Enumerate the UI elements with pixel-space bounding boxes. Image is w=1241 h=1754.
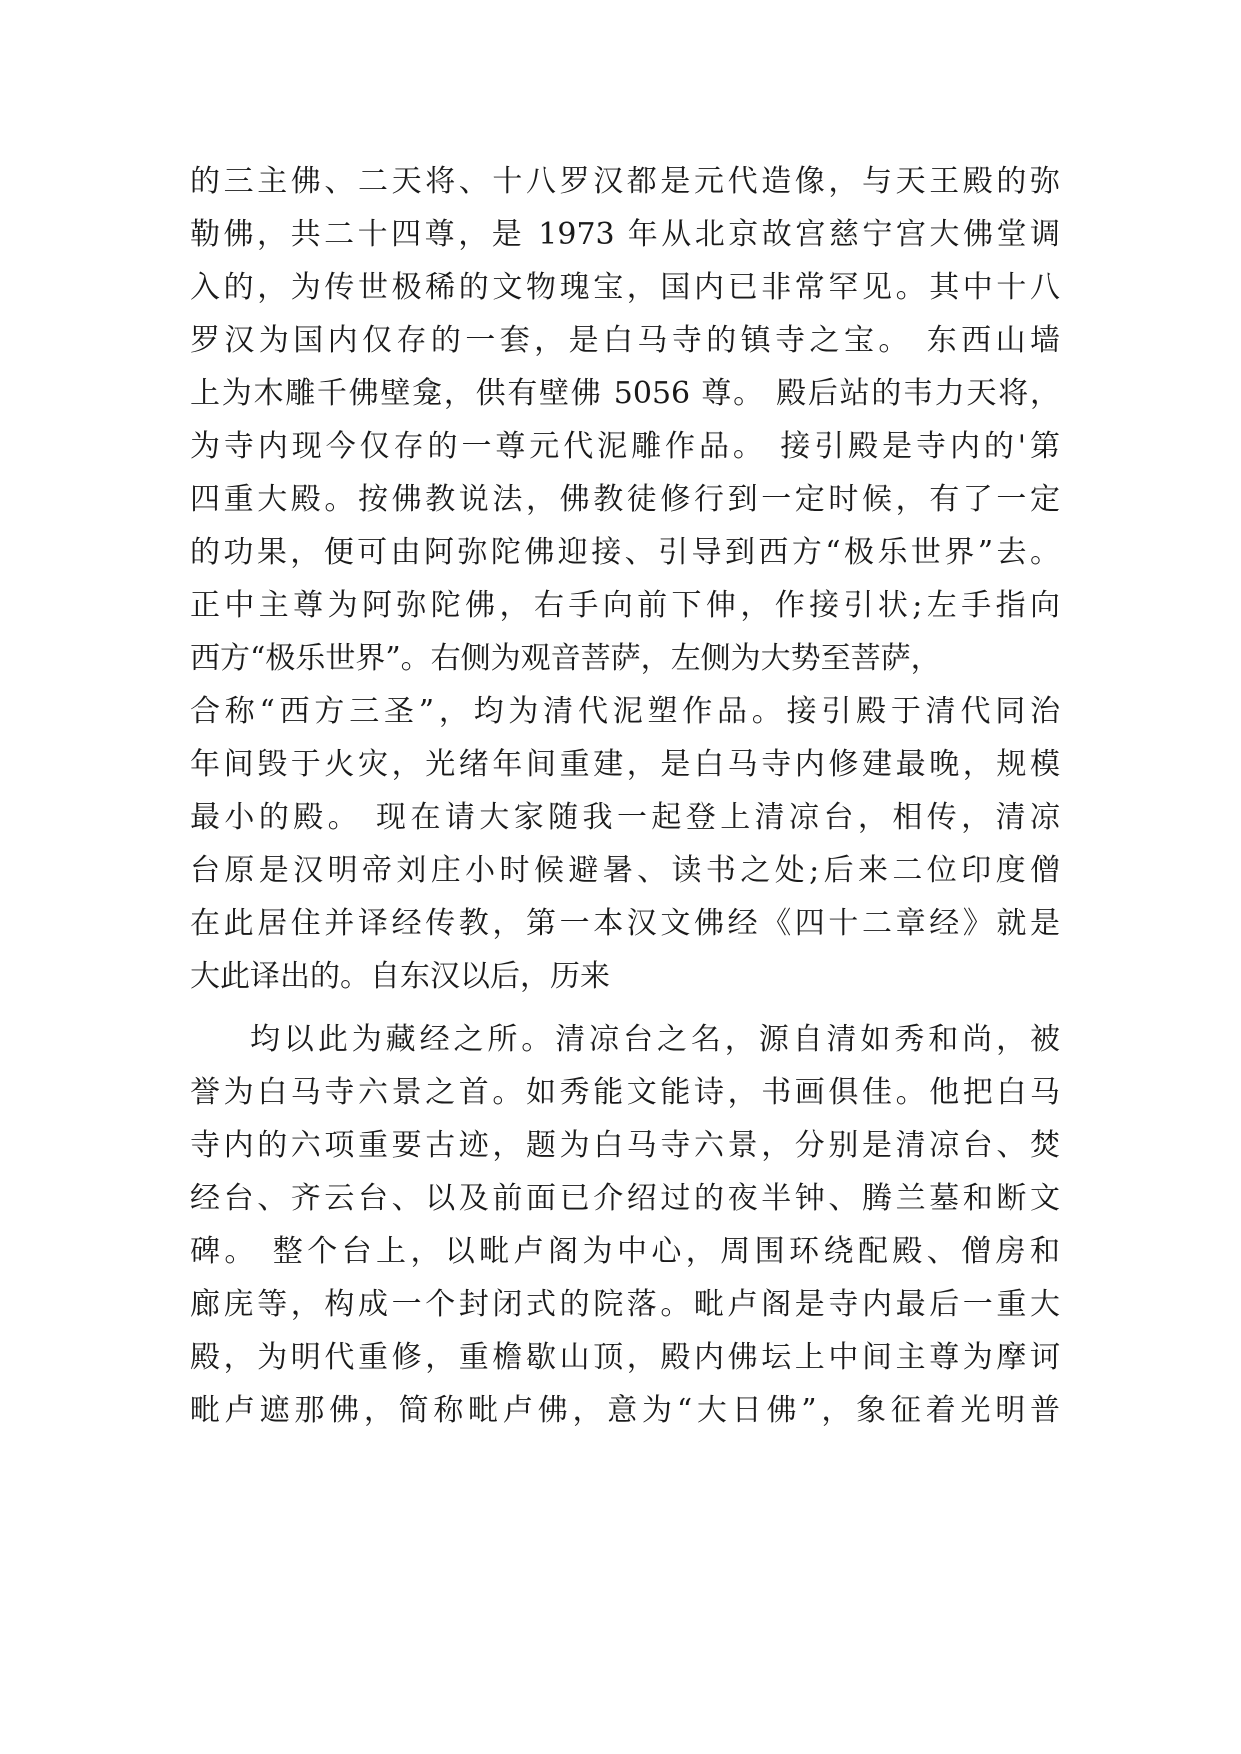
text-line: 誉为白马寺六景之首。如秀能文能诗，书画俱佳。他把白马	[190, 1075, 1060, 1110]
text-line: 大此译出的。自东汉以后，历来	[190, 959, 610, 994]
text-line: 上为木雕千佛壁龛，供有壁佛 5056 尊。 殿后站的韦力天将，	[190, 376, 1060, 411]
text-line: 在此居住并译经传教，第一本汉文佛经《四十二章经》就是	[190, 906, 1060, 941]
text-line: 合称“西方三圣”，均为清代泥塑作品。接引殿于清代同治	[190, 694, 1060, 729]
text-line: 殿，为明代重修，重檐歇山顶，殿内佛坛上中间主尊为摩诃	[190, 1340, 1060, 1375]
text-line: 正中主尊为阿弥陀佛，右手向前下伸，作接引状;左手指向	[190, 588, 1060, 623]
text-line: 年间毁于火灾，光绪年间重建，是白马寺内修建最晚，规模	[190, 747, 1060, 782]
paragraph-first-line: 均以此为藏经之所。清凉台之名，源自清如秀和尚，被	[250, 1022, 1060, 1057]
text-line: 四重大殿。按佛教说法，佛教徒修行到一定时候，有了一定	[190, 482, 1060, 517]
text-line: 廊庑等，构成一个封闭式的院落。毗卢阁是寺内最后一重大	[190, 1287, 1060, 1322]
text-line: 入的，为传世极稀的文物瑰宝，国内已非常罕见。其中十八	[190, 270, 1060, 305]
text-line: 经台、齐云台、以及前面已介绍过的夜半钟、腾兰墓和断文	[190, 1181, 1060, 1216]
text-line: 西方“极乐世界”。右侧为观音菩萨，左侧为大势至菩萨，	[190, 641, 941, 676]
text-line: 毗卢遮那佛，简称毗卢佛，意为“大日佛”，象征着光明普	[190, 1393, 1060, 1428]
text-line: 罗汉为国内仅存的一套，是白马寺的镇寺之宝。 东西山墙	[190, 323, 1060, 358]
text-line: 最小的殿。 现在请大家随我一起登上清凉台，相传，清凉	[190, 800, 1060, 835]
text-line: 为寺内现今仅存的一尊元代泥雕作品。 接引殿是寺内的'第	[190, 429, 1060, 464]
text-line: 勒佛，共二十四尊，是 1973 年从北京故宫慈宁宫大佛堂调	[190, 217, 1060, 252]
text-line: 寺内的六项重要古迹，题为白马寺六景，分别是清凉台、焚	[190, 1128, 1060, 1163]
text-line: 的三主佛、二天将、十八罗汉都是元代造像，与天王殿的弥	[190, 164, 1060, 199]
text-line: 碑。 整个台上，以毗卢阁为中心，周围环绕配殿、僧房和	[190, 1234, 1060, 1269]
text-line: 的功果，便可由阿弥陀佛迎接、引导到西方“极乐世界”去。	[190, 535, 1060, 570]
text-line: 台原是汉明帝刘庄小时候避暑、读书之处;后来二位印度僧	[190, 853, 1060, 888]
